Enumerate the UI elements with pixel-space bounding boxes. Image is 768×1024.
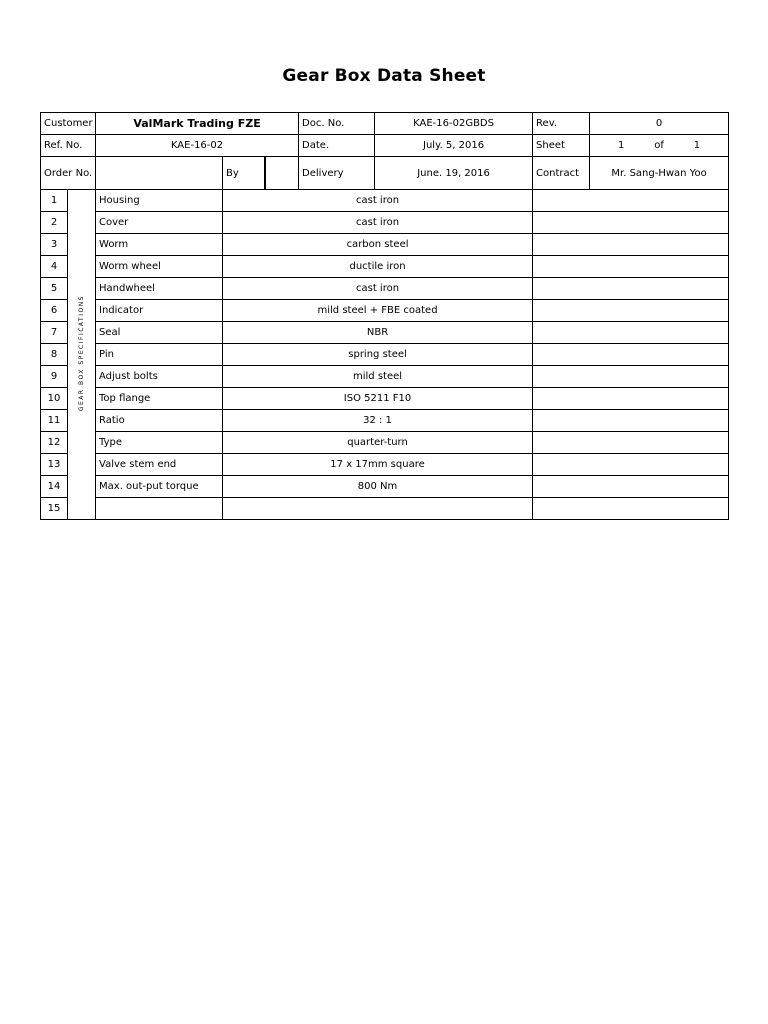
item-name: Valve stem end <box>96 454 223 476</box>
item-name: Max. out-put torque <box>96 476 223 498</box>
sheet-current: 1 <box>617 140 625 151</box>
table-row <box>41 410 729 432</box>
item-name: Worm <box>96 234 223 256</box>
customer-label: Customer <box>41 113 96 135</box>
table-row <box>41 388 729 410</box>
item-number: 1 <box>41 190 68 212</box>
header-row-customer <box>41 113 729 135</box>
item-remark <box>533 278 729 300</box>
order-no-value <box>96 157 223 190</box>
table-row <box>41 256 729 278</box>
item-remark <box>533 300 729 322</box>
item-name: Seal <box>96 322 223 344</box>
item-number: 7 <box>41 322 68 344</box>
order-no-label: Order No. <box>41 157 96 190</box>
sheet-of: of <box>654 140 664 151</box>
item-number: 6 <box>41 300 68 322</box>
contract-label: Contract <box>533 157 590 190</box>
item-value <box>223 498 533 520</box>
item-number: 14 <box>41 476 68 498</box>
item-value: quarter-turn <box>223 432 533 454</box>
table-row <box>41 300 729 322</box>
header-row-ref <box>41 135 729 157</box>
item-remark <box>533 454 729 476</box>
contract-value: Mr. Sang-Hwan Yoo <box>590 157 729 190</box>
item-remark <box>533 432 729 454</box>
by-value <box>265 157 299 190</box>
table-row <box>41 212 729 234</box>
item-number: 9 <box>41 366 68 388</box>
item-remark <box>533 234 729 256</box>
sheet-label: Sheet <box>533 135 590 157</box>
item-remark <box>533 476 729 498</box>
doc-no-label: Doc. No. <box>299 113 375 135</box>
item-name: Ratio <box>96 410 223 432</box>
item-value: ISO 5211 F10 <box>223 388 533 410</box>
item-remark <box>533 190 729 212</box>
item-name: Housing <box>96 190 223 212</box>
delivery-value: June. 19, 2016 <box>375 157 533 190</box>
table-row <box>41 322 729 344</box>
ref-no-value: KAE-16-02 <box>96 135 299 157</box>
rev-value: 0 <box>590 113 729 135</box>
rev-label: Rev. <box>533 113 590 135</box>
item-value: mild steel + FBE coated <box>223 300 533 322</box>
item-remark <box>533 256 729 278</box>
delivery-label: Delivery <box>299 157 375 190</box>
table-row <box>41 344 729 366</box>
item-number: 13 <box>41 454 68 476</box>
item-remark <box>533 388 729 410</box>
section-label: GEAR BOX SPECIFICATIONS <box>78 294 85 412</box>
table-row <box>41 498 729 520</box>
item-value: ductile iron <box>223 256 533 278</box>
item-number: 3 <box>41 234 68 256</box>
table-row <box>41 432 729 454</box>
table-row <box>41 278 729 300</box>
item-remark <box>533 498 729 520</box>
ref-no-label: Ref. No. <box>41 135 96 157</box>
item-value: 32 : 1 <box>223 410 533 432</box>
item-value: cast iron <box>223 212 533 234</box>
item-name: Pin <box>96 344 223 366</box>
item-remark <box>533 322 729 344</box>
data-sheet-table <box>40 112 729 520</box>
item-value: cast iron <box>223 278 533 300</box>
item-number: 8 <box>41 344 68 366</box>
item-name: Adjust bolts <box>96 366 223 388</box>
item-value: spring steel <box>223 344 533 366</box>
item-name: Top flange <box>96 388 223 410</box>
by-label: By <box>223 157 265 190</box>
item-number: 4 <box>41 256 68 278</box>
sheet-total: 1 <box>693 140 701 151</box>
item-number: 12 <box>41 432 68 454</box>
item-value: carbon steel <box>223 234 533 256</box>
item-name: Type <box>96 432 223 454</box>
item-name: Indicator <box>96 300 223 322</box>
item-number: 15 <box>41 498 68 520</box>
item-remark <box>533 344 729 366</box>
item-name <box>96 498 223 520</box>
section-label-cell <box>68 190 96 520</box>
item-remark <box>533 366 729 388</box>
table-row <box>41 190 729 212</box>
item-name: Cover <box>96 212 223 234</box>
item-number: 2 <box>41 212 68 234</box>
table-row <box>41 476 729 498</box>
item-value: cast iron <box>223 190 533 212</box>
sheet-value <box>590 135 729 157</box>
document-title: Gear Box Data Sheet <box>282 66 486 86</box>
item-value: NBR <box>223 322 533 344</box>
doc-no-value: KAE-16-02GBDS <box>375 113 533 135</box>
item-value: 17 x 17mm square <box>223 454 533 476</box>
item-number: 10 <box>41 388 68 410</box>
table-row <box>41 366 729 388</box>
date-value: July. 5, 2016 <box>375 135 533 157</box>
item-remark <box>533 212 729 234</box>
customer-value: ValMark Trading FZE <box>96 113 299 135</box>
table-row <box>41 454 729 476</box>
item-value: mild steel <box>223 366 533 388</box>
table-row <box>41 234 729 256</box>
item-value: 800 Nm <box>223 476 533 498</box>
date-label: Date. <box>299 135 375 157</box>
item-number: 11 <box>41 410 68 432</box>
item-remark <box>533 410 729 432</box>
item-name: Worm wheel <box>96 256 223 278</box>
item-number: 5 <box>41 278 68 300</box>
item-name: Handwheel <box>96 278 223 300</box>
header-row-order <box>41 157 729 190</box>
